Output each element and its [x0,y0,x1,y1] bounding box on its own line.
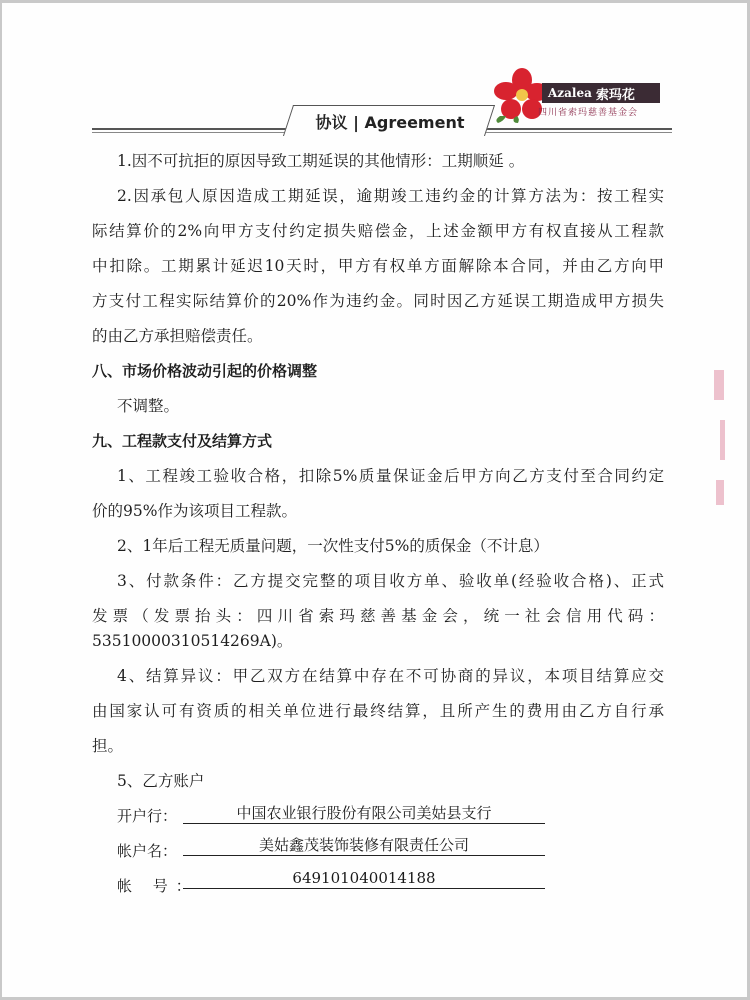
section-9-item-4-line-3: 担。 [92,737,124,755]
clause-2-line-5: 的由乙方承担赔偿责任。 [92,327,263,345]
section-9-item-3-line-1: 3、付款条件：乙方提交完整的项目收方单、验收单(经验收合格)、正式 [117,572,664,590]
section-9-item-1-line-1: 1、工程竣工验收合格，扣除5%质量保证金后甲方向乙方支付至合同约定 [117,467,664,485]
section-9-item-3-line-2: 发票（发票抬头：四川省索玛慈善基金会，统一社会信用代码： [92,607,664,625]
scan-edge-top [0,0,750,3]
logo-org-name: 四川省索玛慈善基金会 [538,108,639,118]
section-8-text: 不调整。 [117,397,180,415]
logo-brand-en: Azalea [548,86,592,100]
section-9-item-4-line-2: 由国家认可有资质的相关单位进行最终结算，且所产生的费用由乙方自行承 [92,702,664,720]
clause-2-line-2: 际结算价的2%向甲方支付约定损失赔偿金，上述金额甲方有权直接从工程款 [92,222,664,240]
stamp-bleed-mark [716,480,724,505]
clause-2-line-1: 2.因承包人原因造成工期延误，逾期竣工违约金的计算方法为：按工程实 [117,187,664,205]
clause-2-line-4: 方支付工程实际结算价的20%作为违约金。同时因乙方延误工期造成甲方损失 [92,292,664,310]
section-9-item-3-line-3: 53510000310514269A)。 [92,632,293,650]
section-8-heading: 八、市场价格波动引起的价格调整 [92,362,318,380]
bank-value: 中国农业银行股份有限公司美姑县支行 [183,803,545,824]
section-9-item-2: 2、1年后工程无质量问题，一次性支付5%的质保金（不计息） [117,537,549,555]
account-name-label: 帐户名： [117,842,178,860]
account-number-value: 649101040014188 [183,868,545,889]
scan-edge-left [0,0,2,1000]
bank-label: 开户行： [117,807,178,825]
account-number-label: 帐 号： [117,877,199,895]
clause-1: 1.因不可抗拒的原因导致工期延误的其他情形：工期顺延 。 [117,152,525,170]
stamp-bleed-mark [720,420,725,460]
account-name-value: 美姑鑫茂装饰装修有限责任公司 [183,835,545,856]
azalea-logo [492,62,667,126]
section-9-item-4-line-1: 4、结算异议：甲乙双方在结算中存在不可协商的异议，本项目结算应交 [117,667,664,685]
section-9-item-5: 5、乙方账户 [117,772,205,790]
logo-brand-cn: 索玛花 [595,87,635,103]
section-9-item-1-line-2: 价的95%作为该项目工程款。 [92,502,297,520]
page-title: 协议 | Agreement [315,113,465,132]
clause-2-line-3: 中扣除。工期累计延迟10天时，甲方有权单方面解除本合同，并由乙方向甲 [92,257,664,275]
stamp-bleed-mark [714,370,724,400]
logo-brand-bar [542,83,660,103]
section-9-heading: 九、工程款支付及结算方式 [92,432,273,450]
